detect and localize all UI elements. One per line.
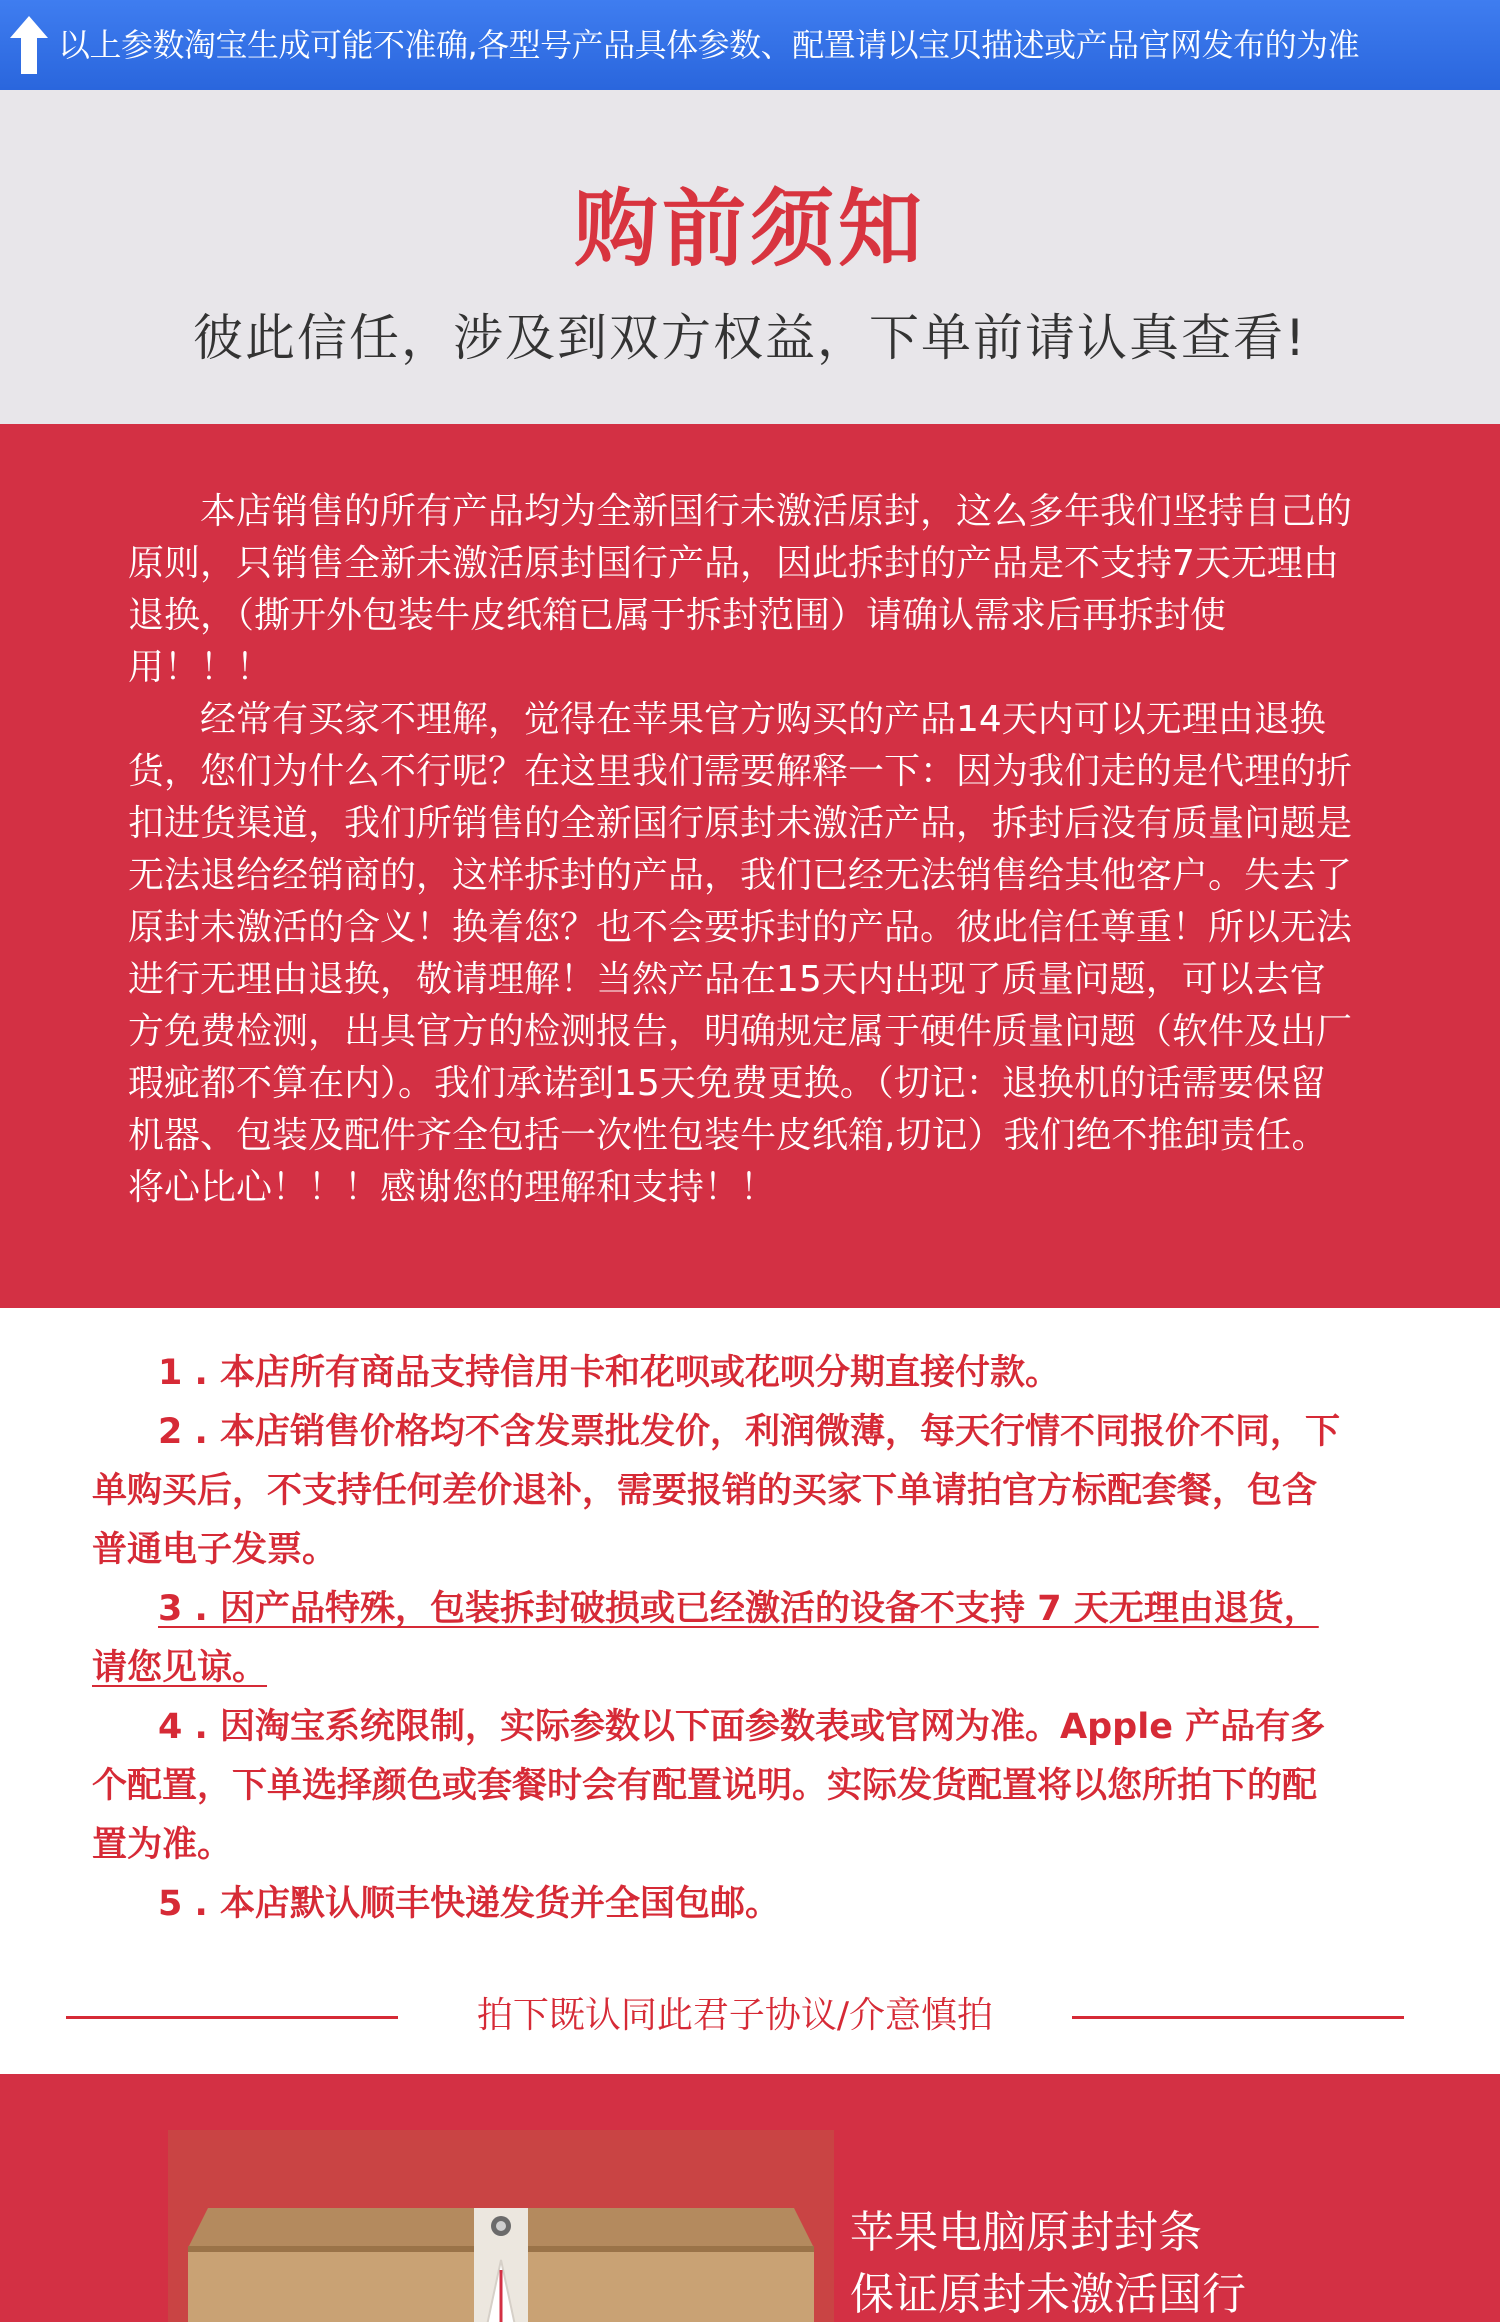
return-policy-text xyxy=(128,486,1360,1214)
notice-header xyxy=(0,90,1500,424)
page-subtitle: 彼此信任，涉及到双方权益，下单前请认真查看! xyxy=(192,309,1308,367)
policy-paragraph: 经常有买家不理解，觉得在苹果官方购买的产品14天内可以无理由退换货，您们为什么不行呢？在这里我们需要解释一下：因为我们走的是代理的折扣进货渠道，我们所销售的全新国行原封未激活产品，拆封后没有质量问题是无法退给经销商的，这样拆封的产品，我们已经无法销售给其他客户。失去了原封未激活的含义！换着您？也不会要拆封的产品。彼此信任尊重！所以无法进行无理由退换，敬请理解！当然产品在15天内出现了质量问题，可以去官方免费检测，出具官方的检测报告，明确规定属于硬件质量问题（软件及出厂瑕疵都不算在内）。我们承诺到15天免费更换。（切记：退换机的话需要保留机器、包装及配件齐全包括一次性包装牛皮纸箱,切记）我们绝不推卸责任。将心比心！！！感谢您的理解和支持！！ xyxy=(128,699,1353,1208)
purchase-rules-section xyxy=(0,1308,1500,2074)
rule-item: 4 . 因淘宝系统限制，实际参数以下面参数表或官网为准。Apple 产品有多个配置，下单选择颜色或套餐时会有配置说明。实际发货配置将以您所拍下的配置为准。 xyxy=(92,1707,1326,1865)
policy-paragraph: 本店销售的所有产品均为全新国行未激活原封，这么多年我们坚持自己的原则，只销售全新未激活原封国行产品，因此拆封的产品是不支持7天无理由退换，（撕开外包装牛皮纸箱已属于拆封范围）请确认需求后再拆封使用！！！ xyxy=(128,491,1353,688)
sealed-box-photo xyxy=(168,2130,834,2322)
top-banner xyxy=(0,0,1500,90)
sealed-box-illustration xyxy=(168,2130,834,2322)
return-policy-section xyxy=(0,424,1500,1308)
rule-item: 2 . 本店销售价格均不含发票批发价，利润微薄，每天行情不同报价不同，下单购买后，不支持任何差价退补，需要报销的买家下单请拍官方标配套餐，包含普通电子发票。 xyxy=(92,1412,1341,1570)
seal-section xyxy=(0,2074,1500,2322)
rule-item: 5 . 本店默认顺丰快递发货并全国包邮。 xyxy=(158,1884,781,1924)
page-title: 购前须知 xyxy=(573,180,926,278)
agreement-divider xyxy=(0,1990,1500,2042)
seal-caption-line: 苹果电脑原封封条 xyxy=(850,2207,1202,2258)
seal-caption xyxy=(850,2202,1450,2322)
rule-item: 1 . 本店所有商品支持信用卡和花呗或花呗分期直接付款。 xyxy=(158,1353,1061,1393)
rule-item-text: 3 . 因产品特殊，包装拆封破损或已经激活的设备不支持 7 天无理由退货，请您见谅。 xyxy=(92,1589,1319,1688)
divider-line xyxy=(1072,2016,1404,2019)
agreement-text: 拍下既认同此君子协议/介意慎拍 xyxy=(476,1995,994,2036)
seal-caption-line: 保证原封未激活国行 xyxy=(850,2269,1246,2320)
up-arrow-icon xyxy=(8,14,50,76)
rule-item-highlighted xyxy=(92,1580,1342,1698)
divider-line xyxy=(66,2016,398,2019)
purchase-rules-list xyxy=(92,1344,1342,1934)
banner-notice: 以上参数淘宝生成可能不准确,各型号产品具体参数、配置请以宝贝描述或产品官网发布的为准 xyxy=(58,26,1360,64)
